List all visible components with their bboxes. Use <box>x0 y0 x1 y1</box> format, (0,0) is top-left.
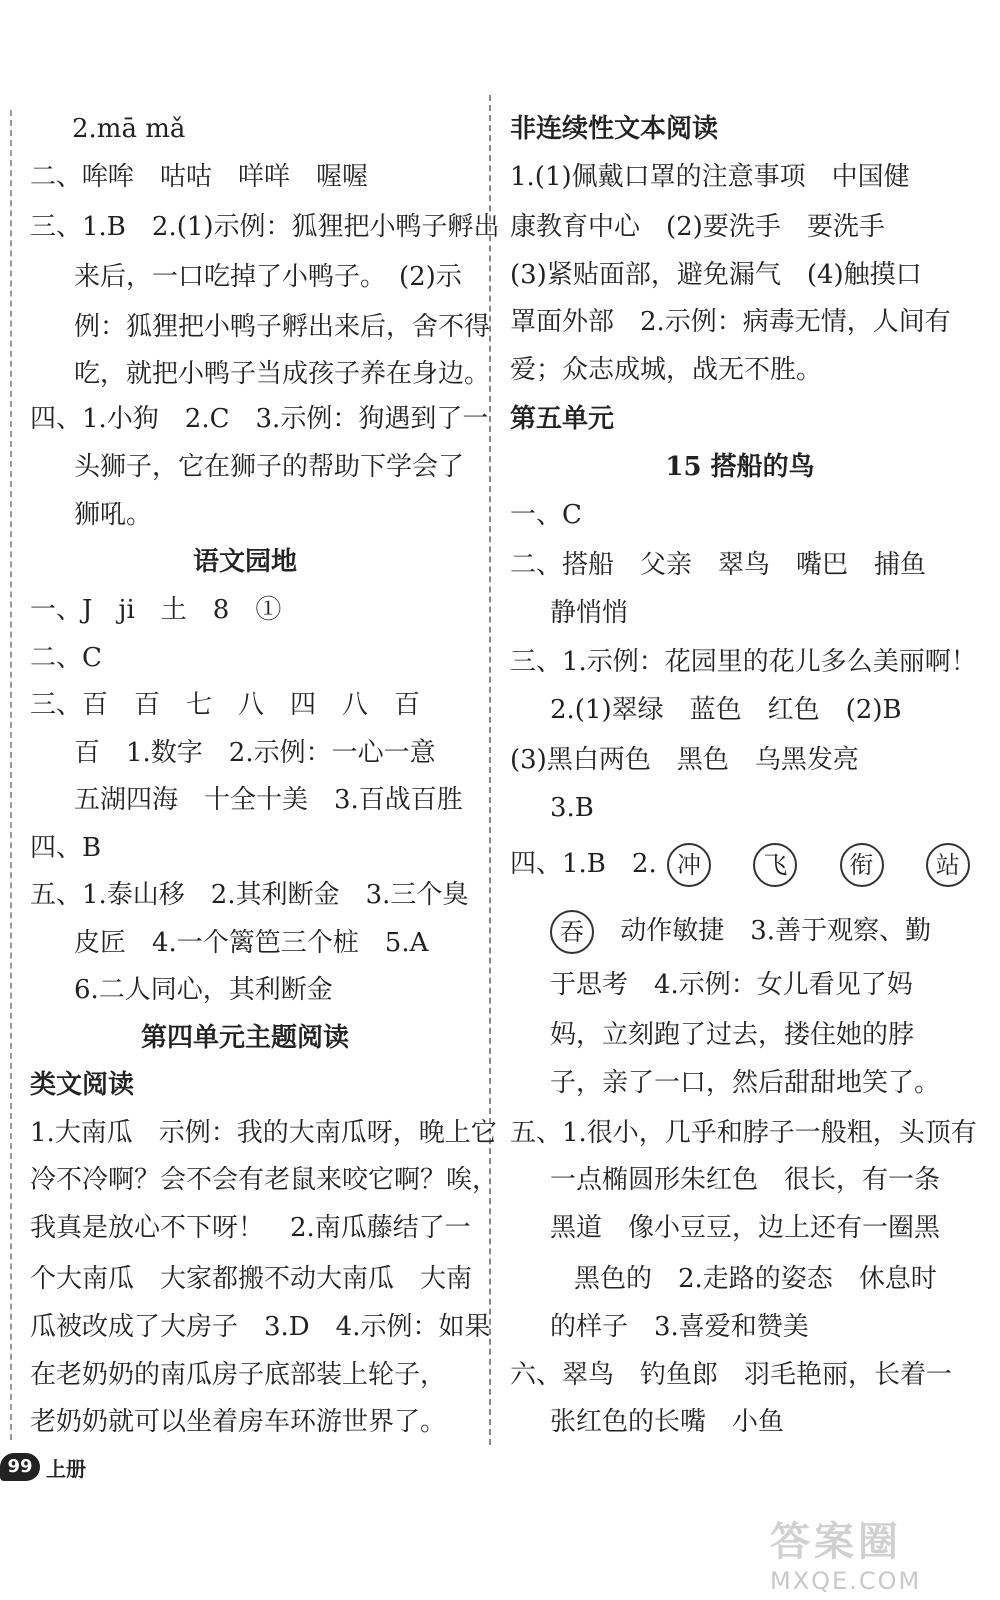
answer-line: 一点椭圆形朱红色 很长，有一条 <box>550 1165 941 1195</box>
answer-line: 瓜被改成了大房子 3.D 4.示例：如果 <box>30 1312 491 1342</box>
section-heading: 第四单元主题阅读 <box>140 1023 349 1053</box>
answer-line: 三、百 百 七 八 四 八 百 <box>30 690 421 720</box>
answer-line: 静悄悄 <box>550 598 629 628</box>
answer-line: 子，亲了一口，然后甜甜地笑了。 <box>550 1068 941 1098</box>
watermark-title: 答案圈 <box>770 1519 902 1565</box>
answer-line: 三、1.示例：花园里的花儿多么美丽啊！ <box>510 647 977 677</box>
answer-line: 狮吼。 <box>74 500 153 530</box>
answer-line: 五、1.泰山移 2.其利断金 3.三个臭 <box>30 880 469 910</box>
circled-char: 冲 <box>667 843 711 887</box>
lesson-title: 15 搭船的鸟 <box>665 452 815 482</box>
answer-line: 爱；众志成城，战无不胜。 <box>510 355 823 385</box>
circled-char: 站 <box>926 843 970 887</box>
section-heading: 语文园地 <box>192 547 297 577</box>
answer-line: 皮匠 4.一个篱笆三个桩 5.A <box>74 928 429 958</box>
answer-line: (3)紧贴面部，避免漏气 (4)触摸口 <box>510 260 922 290</box>
answer-line: 二、哞哞 咕咕 咩咩 喔喔 <box>30 162 369 192</box>
answer-line-circled <box>510 843 970 887</box>
unit-heading: 第五单元 <box>510 404 615 434</box>
watermark-url: MXQE.COM <box>770 1567 922 1595</box>
answer-line: 的样子 3.喜爱和赞美 <box>550 1312 809 1342</box>
answer-line: 三、1.B 2.(1)示例：狐狸把小鸭子孵出 <box>30 212 500 242</box>
answer-line: 在老奶奶的南瓜房子底部装上轮子， <box>30 1360 447 1390</box>
answer-line: 2.(1)翠绿 蓝色 红色 (2)B <box>550 695 902 725</box>
answer-text: 动作敏捷 3.善于观察、勤 <box>620 916 932 946</box>
answer-line: 老奶奶就可以坐着房车环游世界了。 <box>30 1407 447 1437</box>
answer-line: 四、B <box>30 833 102 863</box>
answer-line: 吃，就把小鸭子当成孩子养在身边。 <box>74 359 491 389</box>
answer-line: 1.(1)佩戴口罩的注意事项 中国健 <box>510 162 910 192</box>
answer-line-circled <box>550 910 931 954</box>
subsection-heading: 非连续性文本阅读 <box>510 114 719 144</box>
answer-line: 二、搭船 父亲 翠鸟 嘴巴 捕鱼 <box>510 550 927 580</box>
answer-line: (3)黑白两色 黑色 乌黑发亮 <box>510 745 859 775</box>
answer-line: 我真是放心不下呀！ 2.南瓜藤结了一 <box>30 1213 471 1243</box>
answer-line: 五湖四海 十全十美 3.百战百胜 <box>74 785 463 815</box>
answer-prefix: 四、1.B 2. <box>510 849 657 879</box>
answer-line: 头狮子，它在狮子的帮助下学会了 <box>74 452 465 482</box>
page-number-badge: 99 <box>0 1453 40 1481</box>
answer-line: 3.B <box>550 793 594 823</box>
answer-line: 张红色的长嘴 小鱼 <box>550 1407 785 1437</box>
answer-line: 冷不冷啊？会不会有老鼠来咬它啊？唉， <box>30 1165 499 1195</box>
answer-line: 四、1.小狗 2.C 3.示例：狗遇到了一 <box>30 404 489 434</box>
answer-line: 黑道 像小豆豆，边上还有一圈黑 <box>550 1213 941 1243</box>
circled-char: 吞 <box>550 910 594 954</box>
answer-line: 五、1.很小，几乎和脖子一般粗，头顶有 <box>510 1118 977 1148</box>
answer-line: 妈，立刻跑了过去，搂住她的脖 <box>550 1020 915 1050</box>
answer-line: 二、C <box>30 643 102 673</box>
answer-line: 黑色的 2.走路的姿态 休息时 <box>574 1264 937 1294</box>
column-divider <box>489 95 491 1445</box>
answer-line: 个大南瓜 大家都搬不动大南瓜 大南 <box>30 1264 473 1294</box>
answer-line: 2.mā mǎ <box>72 114 186 144</box>
left-margin-dashed-line <box>10 110 12 1440</box>
watermark-logo <box>770 1510 970 1595</box>
answer-line: 康教育中心 (2)要洗手 要洗手 <box>510 212 885 242</box>
circled-char: 飞 <box>753 843 797 887</box>
answer-line: 1.大南瓜 示例：我的大南瓜呀，晚上它 <box>30 1118 497 1148</box>
answer-line: 六、翠鸟 钓鱼郎 羽毛艳丽，长着一 <box>510 1360 953 1390</box>
answer-line: 于思考 4.示例：女儿看见了妈 <box>550 970 913 1000</box>
answer-line: 罩面外部 2.示例：病毒无情，人间有 <box>510 307 951 337</box>
answer-line: 例：狐狸把小鸭子孵出来后，舍不得 <box>74 312 491 342</box>
page-footer <box>0 1447 86 1487</box>
circled-char: 衔 <box>840 843 884 887</box>
answer-line: 一、C <box>510 500 582 530</box>
answer-line: 一、J ji 土 8 ① <box>30 595 282 625</box>
answer-line: 6.二人同心，其利断金 <box>74 975 333 1005</box>
volume-label: 上册 <box>46 1456 86 1481</box>
answer-line: 百 1.数字 2.示例：一心一意 <box>74 738 436 768</box>
answer-line: 来后，一口吃掉了小鸭子。 (2)示 <box>74 262 462 292</box>
subsection-heading: 类文阅读 <box>30 1070 135 1100</box>
